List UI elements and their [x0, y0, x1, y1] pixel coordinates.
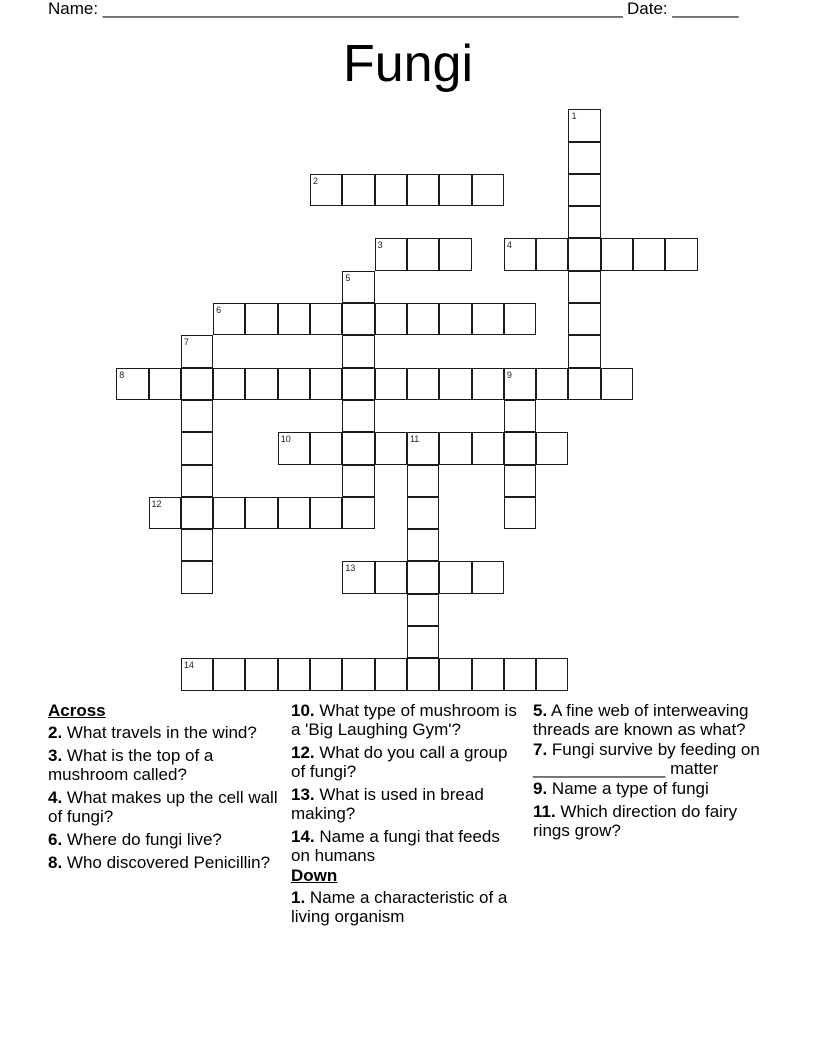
crossword-cell[interactable]: [568, 303, 600, 335]
crossword-cell[interactable]: [472, 303, 504, 335]
clue-text: What makes up the cell wall of fungi?: [48, 788, 278, 826]
clue-text: What do you call a group of fungi?: [291, 743, 508, 781]
cell-number: 3: [377, 240, 383, 251]
crossword-cell[interactable]: [568, 335, 600, 367]
crossword-cell[interactable]: [310, 432, 342, 464]
crossword-cell[interactable]: [665, 238, 697, 270]
crossword-cell[interactable]: [245, 497, 277, 529]
crossword-cell[interactable]: [181, 529, 213, 561]
clue-number: 6.: [48, 830, 63, 849]
crossword-cell[interactable]: [407, 497, 439, 529]
clue-text: Fungi survive by feeding on ______________ matter: [533, 740, 760, 778]
crossword-cell[interactable]: [213, 658, 245, 690]
crossword-cell[interactable]: [342, 368, 374, 400]
cell-number: 10: [280, 434, 291, 445]
crossword-cell[interactable]: [472, 368, 504, 400]
crossword-cell[interactable]: [504, 465, 536, 497]
clue-text: Which direction do fairy rings grow?: [533, 802, 738, 840]
clue-text: A fine web of interweaving threads are known as what?: [533, 701, 749, 739]
crossword-cell[interactable]: [375, 238, 407, 270]
crossword-cell[interactable]: [504, 368, 536, 400]
crossword-cell[interactable]: [375, 561, 407, 593]
crossword-cell[interactable]: [342, 497, 374, 529]
cell-number: 13: [345, 563, 356, 574]
crossword-cell[interactable]: [601, 368, 633, 400]
crossword-cell[interactable]: [472, 561, 504, 593]
crossword-cell[interactable]: [504, 497, 536, 529]
clue-number: 8.: [48, 853, 63, 872]
crossword-cell[interactable]: [310, 368, 342, 400]
crossword-cell[interactable]: [472, 658, 504, 690]
crossword-cell[interactable]: [342, 335, 374, 367]
crossword-cell[interactable]: [181, 335, 213, 367]
crossword-cell[interactable]: [568, 238, 600, 270]
crossword-cell[interactable]: [568, 109, 600, 141]
crossword-cell[interactable]: [504, 432, 536, 464]
crossword-cell[interactable]: [407, 303, 439, 335]
clue-across-12: [291, 743, 523, 781]
crossword-cell[interactable]: [504, 658, 536, 690]
crossword-cell[interactable]: [568, 368, 600, 400]
crossword-cell[interactable]: [504, 303, 536, 335]
crossword-cell[interactable]: [439, 561, 471, 593]
crossword-cell[interactable]: [342, 658, 374, 690]
crossword-cell[interactable]: [439, 174, 471, 206]
crossword-cell[interactable]: [278, 432, 310, 464]
crossword-cell[interactable]: [181, 400, 213, 432]
name-field[interactable]: Name: _______________________________________________________: [48, 0, 623, 18]
crossword-cell[interactable]: [310, 303, 342, 335]
crossword-cell[interactable]: [181, 658, 213, 690]
crossword-cell[interactable]: [407, 465, 439, 497]
clue-down-9: [533, 779, 778, 798]
crossword-cell[interactable]: [310, 174, 342, 206]
crossword-cell[interactable]: [375, 368, 407, 400]
clue-across-6: [48, 830, 280, 849]
crossword-cell[interactable]: [439, 303, 471, 335]
cell-number: 12: [151, 498, 162, 509]
crossword-cell[interactable]: [342, 271, 374, 303]
clue-number: 3.: [48, 746, 63, 765]
cell-number: 14: [183, 660, 194, 671]
clue-across-10: [291, 701, 523, 739]
cell-number: 6: [216, 305, 222, 316]
crossword-cell[interactable]: [278, 658, 310, 690]
clue-number: 9.: [533, 779, 548, 798]
crossword-cell[interactable]: [407, 594, 439, 626]
clue-text: What is used in bread making?: [291, 785, 484, 823]
crossword-cell[interactable]: [504, 238, 536, 270]
crossword-cell[interactable]: [407, 529, 439, 561]
crossword-cell[interactable]: [342, 432, 374, 464]
clue-number: 5.: [533, 701, 548, 720]
crossword-cell[interactable]: [181, 368, 213, 400]
clue-across-2: [48, 723, 280, 742]
clue-text: Name a type of fungi: [547, 779, 709, 798]
clue-number: 7.: [533, 740, 548, 759]
clue-number: 10.: [291, 701, 315, 720]
clue-down-7: [533, 740, 778, 778]
cell-number: 9: [506, 369, 512, 380]
clue-number: 4.: [48, 788, 63, 807]
crossword-cell[interactable]: [375, 432, 407, 464]
crossword-cell[interactable]: [181, 465, 213, 497]
crossword-cell[interactable]: [310, 497, 342, 529]
crossword-cell[interactable]: [439, 432, 471, 464]
crossword-cell[interactable]: [407, 238, 439, 270]
clue-text: What travels in the wind?: [62, 723, 257, 742]
clue-text: Where do fungi live?: [62, 830, 222, 849]
crossword-cell[interactable]: [278, 497, 310, 529]
crossword-cell[interactable]: [245, 303, 277, 335]
crossword-cell[interactable]: [375, 174, 407, 206]
crossword-cell[interactable]: [568, 271, 600, 303]
cell-number: 7: [183, 337, 189, 348]
clue-across-8: [48, 853, 280, 872]
crossword-cell[interactable]: [213, 497, 245, 529]
clue-down-11: [533, 802, 778, 840]
crossword-cell[interactable]: [633, 238, 665, 270]
clue-across-14: [291, 827, 523, 865]
clue-text: Name a fungi that feeds on humans: [291, 827, 500, 865]
crossword-cell[interactable]: [472, 432, 504, 464]
clue-number: 11.: [533, 802, 556, 821]
clue-number: 1.: [291, 888, 306, 907]
crossword-cell[interactable]: [342, 400, 374, 432]
clue-text: What type of mushroom is a 'Big Laughing Gym'?: [291, 701, 517, 739]
crossword-cell[interactable]: [342, 561, 374, 593]
crossword-cell[interactable]: [439, 658, 471, 690]
clue-down-1: [291, 888, 523, 926]
crossword-cell[interactable]: [536, 238, 568, 270]
clue-text: Name a characteristic of a living organism: [291, 888, 508, 926]
crossword-cell[interactable]: [568, 174, 600, 206]
clue-across-4: [48, 788, 280, 826]
crossword-cell[interactable]: [149, 368, 181, 400]
crossword-cell[interactable]: [407, 174, 439, 206]
crossword-cell[interactable]: [116, 368, 148, 400]
crossword-cell[interactable]: [213, 368, 245, 400]
crossword-cell[interactable]: [245, 658, 277, 690]
crossword-cell[interactable]: [439, 368, 471, 400]
cell-number: 5: [345, 272, 351, 283]
crossword-cell[interactable]: [245, 368, 277, 400]
clue-number: 14.: [291, 827, 315, 846]
clue-number: 12.: [291, 743, 315, 762]
crossword-cell[interactable]: [375, 658, 407, 690]
crossword-cell[interactable]: [407, 658, 439, 690]
cell-number: 11: [409, 434, 420, 445]
crossword-cell[interactable]: [181, 561, 213, 593]
crossword-cell[interactable]: [181, 497, 213, 529]
down-heading: Down: [291, 866, 338, 885]
crossword-cell[interactable]: [536, 658, 568, 690]
crossword-cell[interactable]: [601, 238, 633, 270]
crossword-cell[interactable]: [407, 626, 439, 658]
crossword-cell[interactable]: [407, 368, 439, 400]
crossword-cell[interactable]: [375, 303, 407, 335]
clues-column-3: [533, 701, 778, 844]
clue-number: 13.: [291, 785, 315, 804]
clues-column-2: [291, 701, 523, 930]
clue-across-13: [291, 785, 523, 823]
clue-number: 2.: [48, 723, 63, 742]
across-heading: Across: [48, 701, 106, 720]
crossword-cell[interactable]: [278, 368, 310, 400]
crossword-cell[interactable]: [181, 432, 213, 464]
clue-across-3: [48, 746, 280, 784]
cell-number: 4: [506, 240, 512, 251]
crossword-cell[interactable]: [407, 432, 439, 464]
crossword-cell[interactable]: [568, 206, 600, 238]
crossword-cell[interactable]: [568, 142, 600, 174]
crossword-cell[interactable]: [536, 432, 568, 464]
crossword-cell[interactable]: [407, 561, 439, 593]
crossword-cell[interactable]: [536, 368, 568, 400]
crossword-cell[interactable]: [342, 174, 374, 206]
crossword-cell[interactable]: [504, 400, 536, 432]
crossword-cell[interactable]: [342, 303, 374, 335]
crossword-cell[interactable]: [310, 658, 342, 690]
cell-number: 8: [119, 369, 125, 380]
crossword-cell[interactable]: [149, 497, 181, 529]
clue-text: What is the top of a mushroom called?: [48, 746, 214, 784]
clues-column-1: [48, 701, 280, 876]
cell-number: 2: [313, 175, 319, 186]
clue-down-5: [533, 701, 778, 739]
crossword-cell[interactable]: [213, 303, 245, 335]
crossword-cell[interactable]: [472, 174, 504, 206]
clue-text: Who discovered Penicillin?: [62, 853, 271, 872]
page-title: Fungi: [342, 35, 474, 93]
cell-number: 1: [571, 111, 577, 122]
crossword-cell[interactable]: [342, 465, 374, 497]
crossword-cell[interactable]: [278, 303, 310, 335]
crossword-cell[interactable]: [439, 238, 471, 270]
date-field[interactable]: Date: _______: [627, 0, 739, 18]
